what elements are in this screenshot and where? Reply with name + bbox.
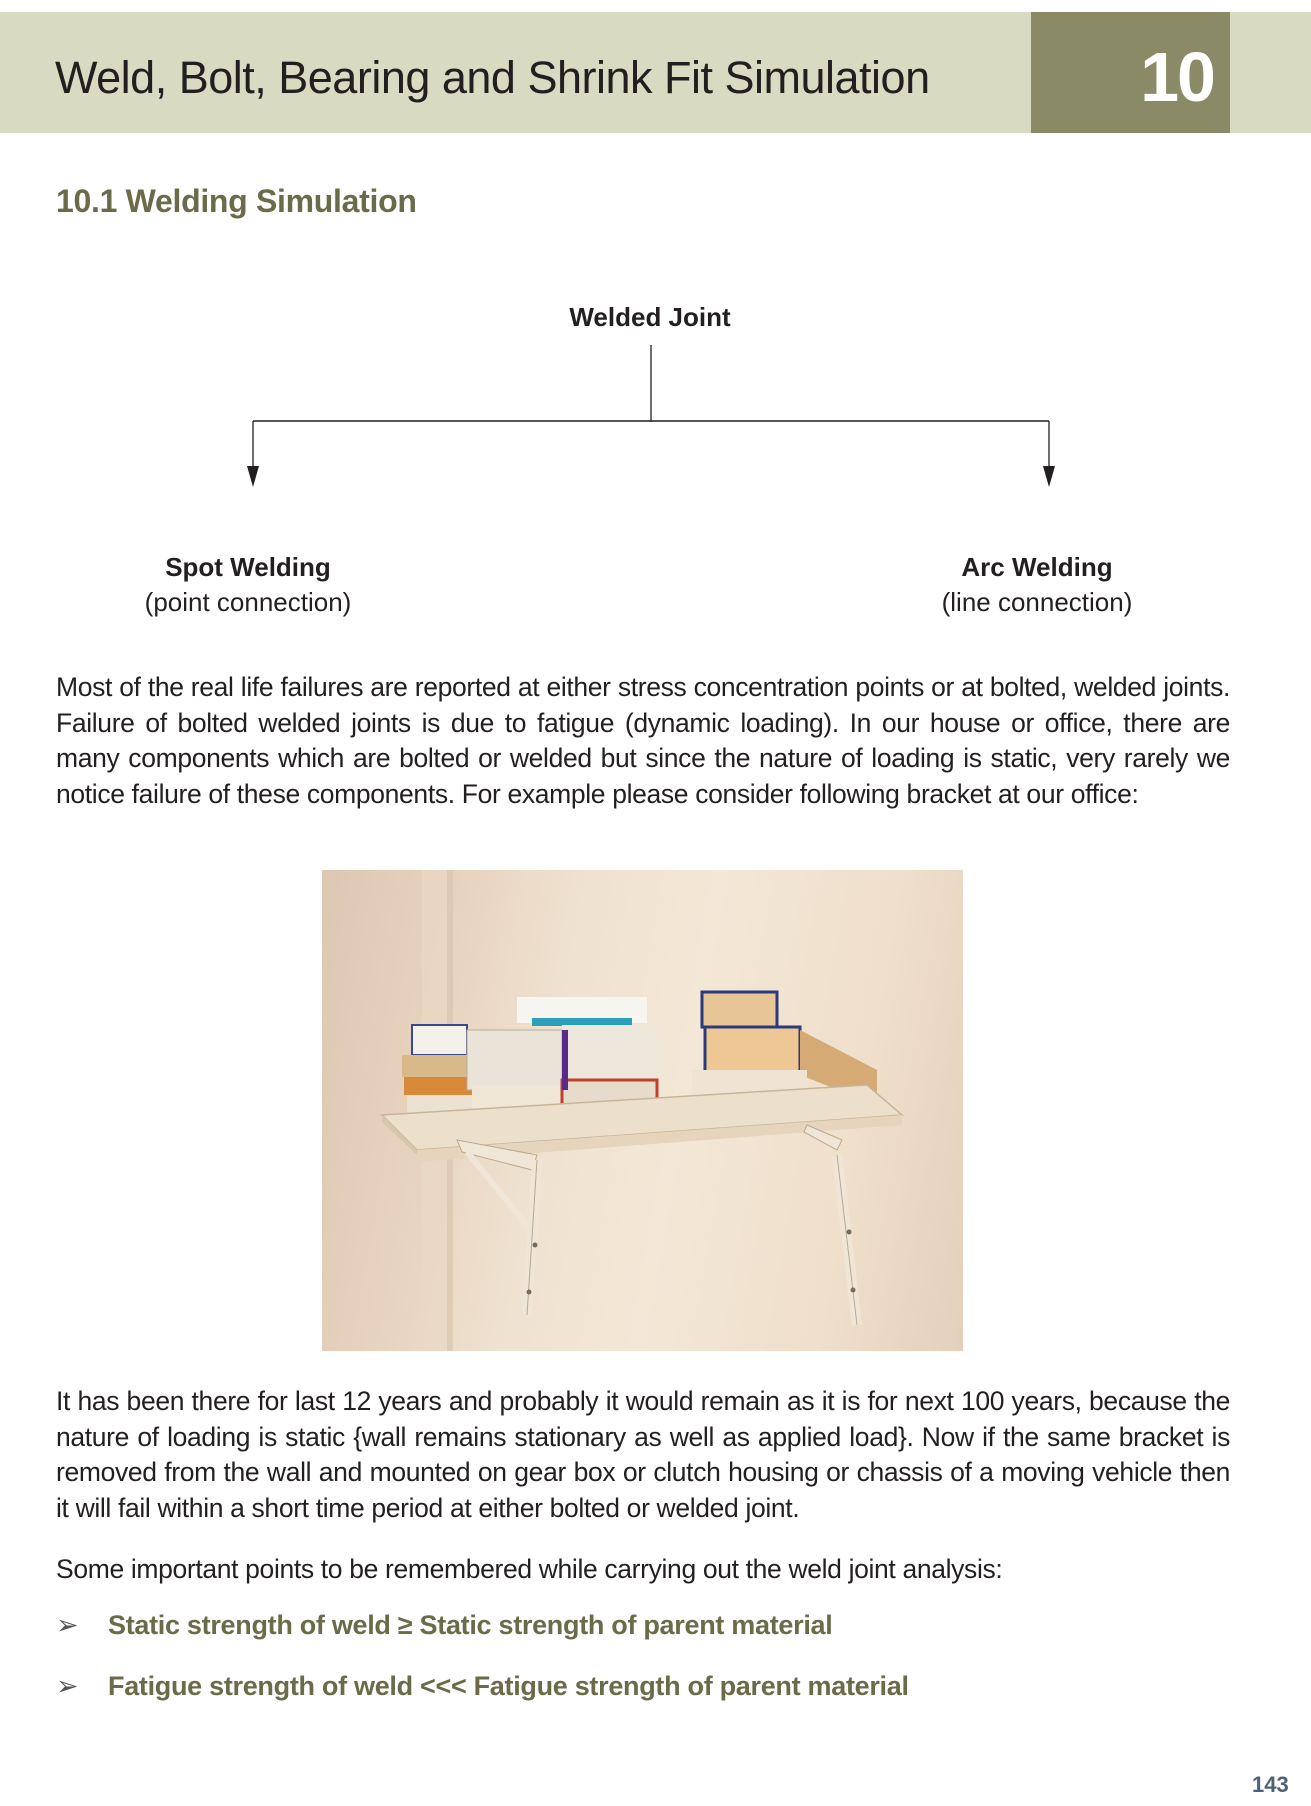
- section-title: 10.1 Welding Simulation: [56, 183, 417, 219]
- page-number: 143: [1252, 1772, 1289, 1797]
- arrow-down-icon: [1043, 466, 1055, 487]
- arrowhead-bullet-icon: ➢: [56, 1671, 79, 1701]
- welded-joint-tree-diagram: [0, 290, 1311, 630]
- diagram-root-label: Welded Joint: [569, 302, 731, 332]
- spot-welding-label: Spot Welding: [165, 552, 331, 582]
- points-intro-paragraph: Some important points to be remembered while carrying out the weld joint analysis:: [56, 1554, 1003, 1584]
- bullet-text: Fatigue strength of weld <<< Fatigue strength of parent material: [108, 1671, 909, 1701]
- chapter-number-box: [1031, 12, 1230, 133]
- chapter-title: Weld, Bolt, Bearing and Shrink Fit Simulation: [55, 52, 930, 103]
- spot-welding-sublabel: (point connection): [144, 587, 352, 617]
- after-photo-paragraph: It has been there for last 12 years and probably it would remain as it is for next 100 years, because the nature of loading is static {wall remains stationary as well as applied load}. Now if the same bracket is removed from the wall and mounted on gear box or clutch housing or chassis of a moving vehicle then it will fail within a short time period at either bolted or welded joint.: [56, 1386, 1230, 1523]
- arrowhead-bullet-icon: ➢: [56, 1610, 79, 1640]
- shelf-bracket-photo: [322, 870, 963, 1351]
- arc-welding-label: Arc Welding: [961, 552, 1113, 582]
- diagram-connector-lines: [0, 290, 1311, 490]
- bullet-item-static-strength: [56, 1610, 832, 1641]
- bullet-item-fatigue-strength: [56, 1671, 909, 1702]
- chapter-number: 10: [1140, 38, 1214, 116]
- intro-paragraph: Most of the real life failures are reported at either stress concentration points or at bolted, welded joints. Failure of bolted welded joints is due to fatigue (dynamic loading). In our house or office, there are many components which are bolted or welded but since the nature of loading is static, very rarely we notice failure of these components. For example please consider following bracket at our office:: [56, 672, 1230, 809]
- arrow-down-icon: [247, 466, 259, 487]
- arc-welding-sublabel: (line connection): [941, 587, 1133, 617]
- shelf-photo-illustration: [322, 870, 963, 1351]
- bullet-text: Static strength of weld ≥ Static strength of parent material: [108, 1610, 833, 1640]
